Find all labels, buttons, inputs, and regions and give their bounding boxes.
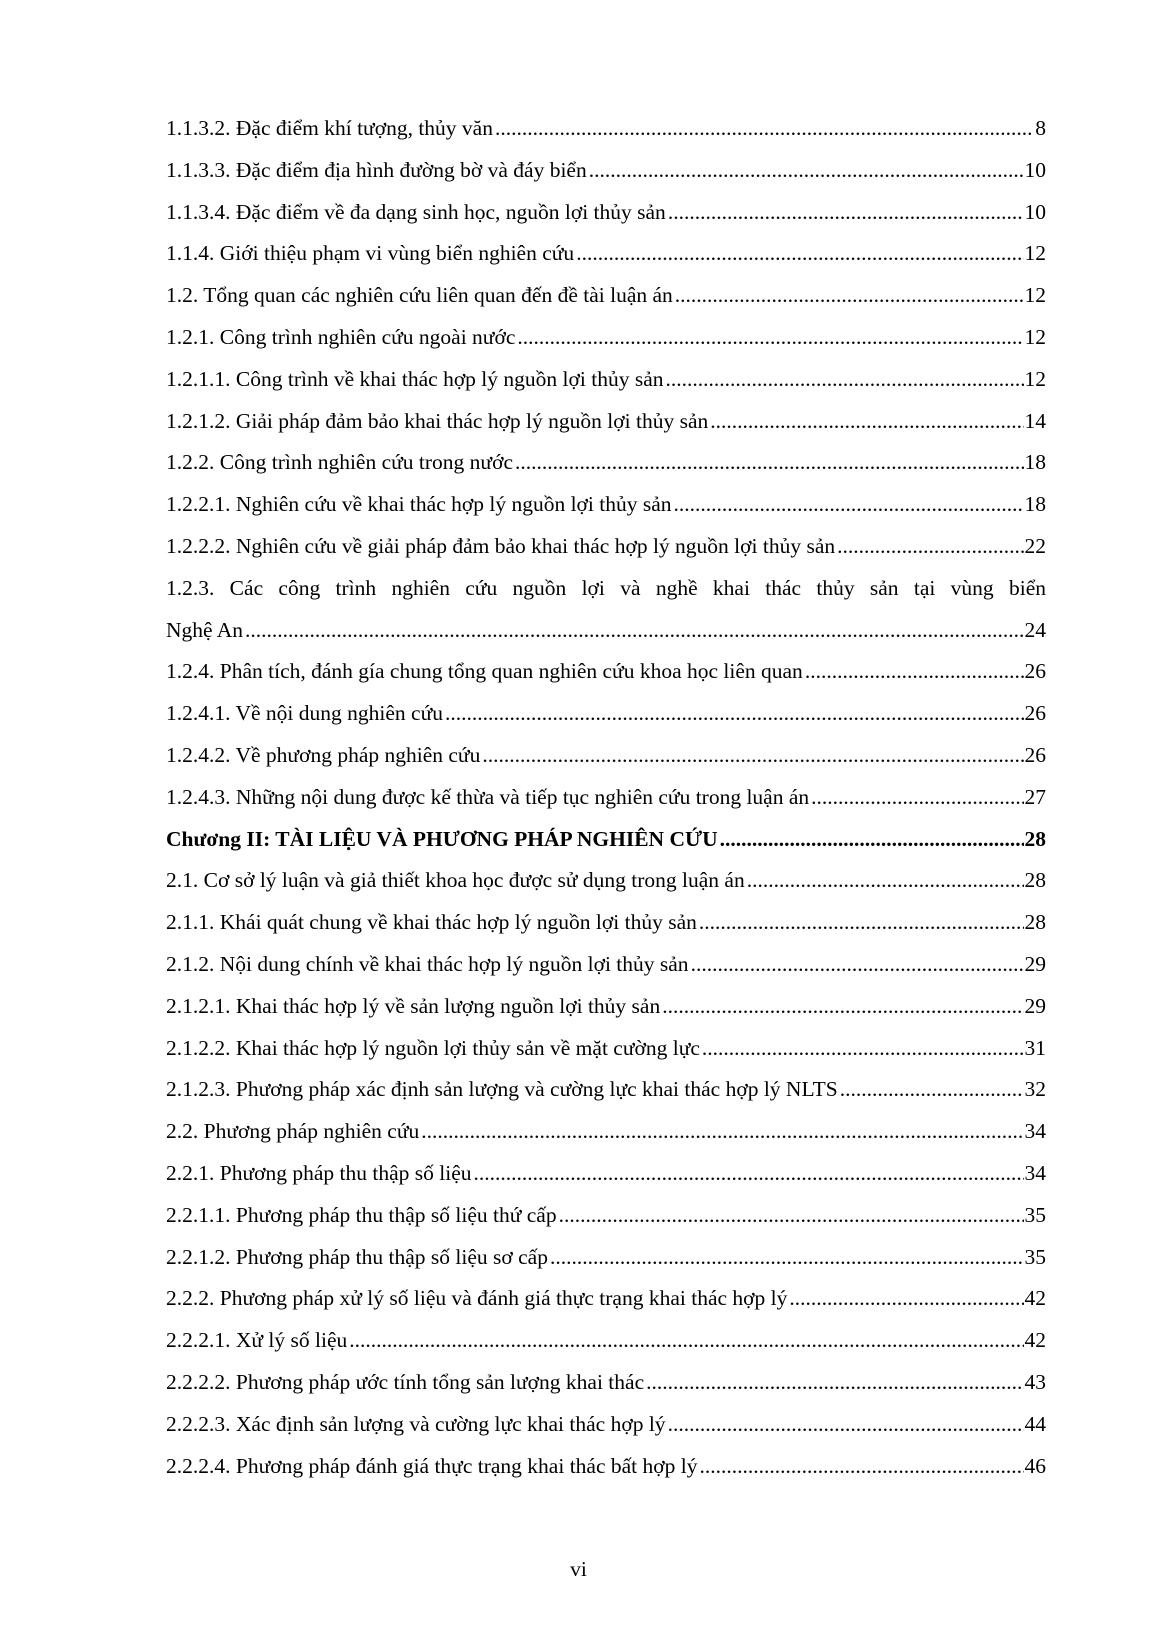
toc-entry-page: 43 [1024, 1369, 1046, 1394]
toc-entry-title: 2.2.2.3. Xác định sản lượng và cường lực khai thác hợp lý [166, 1411, 666, 1436]
toc-entry[interactable] [166, 944, 1046, 986]
toc-entry-title: Chương II: TÀI LIỆU VÀ PHƯƠNG PHÁP NGHIÊN CỨU [166, 826, 718, 851]
toc-entry[interactable] [166, 192, 1046, 234]
toc-entry-page: 18 [1024, 450, 1046, 475]
toc-entry-page: 12 [1024, 324, 1046, 349]
toc-entry-title: 2.2.1.1. Phương pháp thu thập số liệu thứ cấp [166, 1202, 557, 1227]
toc-entry-page: 10 [1024, 199, 1046, 224]
leader-dots [805, 651, 1024, 693]
leader-dots [646, 1362, 1023, 1404]
table-of-contents [166, 108, 1046, 1487]
leader-dots [589, 150, 1024, 192]
leader-dots [662, 986, 1023, 1028]
toc-entry-page: 26 [1024, 701, 1046, 726]
toc-entry[interactable] [166, 108, 1046, 150]
toc-entry-page: 26 [1024, 742, 1046, 767]
toc-entry-line2[interactable] [166, 610, 1046, 652]
toc-entry[interactable] [166, 317, 1046, 359]
toc-entry-title: 1.2.2. Công trình nghiên cứu trong nước [166, 450, 513, 475]
leader-dots [840, 1069, 1024, 1111]
toc-entry-page: 34 [1024, 1160, 1046, 1185]
leader-dots [482, 735, 1023, 777]
toc-entry-page: 42 [1024, 1286, 1046, 1311]
toc-entry-title: 1.2.4.2. Về phương pháp nghiên cứu [166, 742, 481, 767]
toc-entry[interactable] [166, 1111, 1046, 1153]
toc-entry[interactable] [166, 1278, 1046, 1320]
toc-entry[interactable] [166, 1028, 1046, 1070]
toc-entry-title: 2.2.1. Phương pháp thu thập số liệu [166, 1160, 472, 1185]
toc-entry-title: 2.1. Cơ sở lý luận và giả thiết khoa học được sử dụng trong luận án [166, 868, 745, 893]
toc-entry[interactable] [166, 693, 1046, 735]
toc-entry-page: 34 [1024, 1119, 1046, 1144]
leader-dots [747, 860, 1024, 902]
toc-entry[interactable] [166, 150, 1046, 192]
leader-dots [675, 275, 1024, 317]
toc-entry-title: 2.2.2.4. Phương pháp đánh giá thực trạng khai thác bất hợp lý [166, 1453, 698, 1478]
toc-entry-page: 35 [1024, 1244, 1046, 1269]
leader-dots [550, 1237, 1024, 1279]
toc-entry-page: 8 [1035, 116, 1046, 140]
toc-entry-page: 29 [1024, 993, 1046, 1018]
toc-entry[interactable] [166, 902, 1046, 944]
leader-dots [837, 526, 1023, 568]
leader-dots [421, 1111, 1023, 1153]
toc-entry-page: 12 [1024, 366, 1046, 391]
toc-entry-title: 1.2. Tổng quan các nghiên cứu liên quan đến đề tài luận án [166, 283, 673, 308]
toc-entry[interactable] [166, 1237, 1046, 1279]
page-number: vi [570, 1557, 587, 1581]
toc-entry-page: 42 [1024, 1328, 1046, 1353]
toc-entry-title: 1.2.2.1. Nghiên cứu về khai thác hợp lý nguồn lợi thủy sản [166, 492, 672, 517]
toc-entry-title: 1.2.3. Các công trình nghiên cứu nguồn lợi và nghề khai thác thủy sản tại vùng biển [166, 575, 1046, 600]
toc-entry-title: 2.1.2.2. Khai thác hợp lý nguồn lợi thủy sản về mặt cường lực [166, 1035, 700, 1060]
leader-dots [789, 1278, 1023, 1320]
toc-entry-title: 2.2.1.2. Phương pháp thu thập số liệu sơ cấp [166, 1244, 548, 1269]
leader-dots [720, 819, 1024, 861]
toc-entry[interactable] [166, 1320, 1046, 1362]
toc-entry-title: 1.2.4. Phân tích, đánh gía chung tổng quan nghiên cứu khoa học liên quan [166, 659, 803, 684]
toc-entry-title: 1.2.1.2. Giải pháp đảm bảo khai thác hợp lý nguồn lợi thủy sản [166, 408, 709, 433]
toc-entry-title: 1.1.3.3. Đặc điểm địa hình đường bờ và đáy biển [166, 157, 587, 182]
toc-entry[interactable] [166, 401, 1046, 443]
toc-entry[interactable] [166, 986, 1046, 1028]
toc-entry-page: 14 [1024, 408, 1046, 433]
toc-entry[interactable] [166, 777, 1046, 819]
leader-dots [674, 484, 1024, 526]
leader-dots [517, 317, 1023, 359]
toc-entry-title: Nghệ An [166, 617, 244, 642]
leader-dots [700, 1446, 1024, 1488]
toc-entry[interactable] [166, 1195, 1046, 1237]
toc-entry-title: 2.1.2.1. Khai thác hợp lý về sản lượng nguồn lợi thủy sản [166, 993, 661, 1018]
leader-dots [245, 610, 1023, 652]
toc-entry-page: 28 [1024, 868, 1046, 893]
leader-dots [445, 693, 1024, 735]
toc-entry[interactable] [166, 735, 1046, 777]
toc-entry-title: 1.2.4.1. Về nội dung nghiên cứu [166, 701, 443, 726]
leader-dots [515, 442, 1024, 484]
toc-entry-title: 2.2.2. Phương pháp xử lý số liệu và đánh giá thực trạng khai thác hợp lý [166, 1286, 788, 1311]
toc-entry-page: 44 [1024, 1411, 1046, 1436]
leader-dots [665, 359, 1023, 401]
toc-entry-title: 2.1.2. Nội dung chính về khai thác hợp lý nguồn lợi thủy sản [166, 951, 689, 976]
toc-entry-title: 1.2.4.3. Những nội dung được kế thừa và tiếp tục nghiên cứu trong luận án [166, 784, 810, 809]
leader-dots [576, 233, 1023, 275]
toc-entry[interactable] [166, 359, 1046, 401]
leader-dots [559, 1195, 1024, 1237]
toc-entry-page: 12 [1024, 241, 1046, 266]
toc-entry-page: 12 [1024, 283, 1046, 308]
toc-entry[interactable] [166, 484, 1046, 526]
toc-entry[interactable] [166, 275, 1046, 317]
toc-entry-title: 2.1.1. Khái quát chung về khai thác hợp lý nguồn lợi thủy sản [166, 910, 697, 935]
toc-entry-page: 35 [1024, 1202, 1046, 1227]
toc-entry[interactable] [166, 1362, 1046, 1404]
toc-entry[interactable] [166, 526, 1046, 568]
toc-entry-page: 29 [1024, 951, 1046, 976]
leader-dots [811, 777, 1023, 819]
toc-entry-title: 1.1.4. Giới thiệu phạm vi vùng biển nghiên cứu [166, 241, 575, 266]
leader-dots [699, 902, 1024, 944]
toc-entry-page: 32 [1024, 1077, 1046, 1102]
leader-dots [349, 1320, 1023, 1362]
toc-chapter-heading[interactable] [166, 819, 1046, 861]
leader-dots [668, 1404, 1024, 1446]
toc-entry[interactable] [166, 1404, 1046, 1446]
toc-entry-page: 27 [1024, 784, 1046, 809]
toc-entry-title: 2.1.2.3. Phương pháp xác định sản lượng và cường lực khai thác hợp lý NLTS [166, 1077, 838, 1102]
toc-entry-title: 1.2.1. Công trình nghiên cứu ngoài nước [166, 324, 516, 349]
toc-entry[interactable] [166, 233, 1046, 275]
leader-dots [691, 944, 1024, 986]
leader-dots [668, 192, 1024, 234]
toc-entry-title: 1.2.2.2. Nghiên cứu về giải pháp đảm bảo khai thác hợp lý nguồn lợi thủy sản [166, 533, 836, 558]
toc-entry-page: 24 [1024, 617, 1046, 642]
toc-entry-page: 18 [1024, 492, 1046, 517]
toc-entry[interactable] [166, 1069, 1046, 1111]
toc-entry-title: 2.2.2.1. Xử lý số liệu [166, 1328, 348, 1353]
toc-entry-title: 1.1.3.4. Đặc điểm về đa dạng sinh học, nguồn lợi thủy sản [166, 199, 666, 224]
toc-entry-title: 2.2.2.2. Phương pháp ước tính tổng sản lượng khai thác [166, 1369, 645, 1394]
toc-entry[interactable] [166, 1153, 1046, 1195]
toc-entry[interactable] [166, 1446, 1046, 1488]
toc-entry-page: 26 [1024, 659, 1046, 684]
toc-entry[interactable] [166, 860, 1046, 902]
toc-entry-title: 1.1.3.2. Đặc điểm khí tượng, thủy văn [166, 116, 493, 140]
toc-entry-page: 22 [1024, 533, 1046, 558]
toc-entry-page: 28 [1024, 910, 1046, 935]
leader-dots [702, 1028, 1024, 1070]
toc-entry-title: 1.2.1.1. Công trình về khai thác hợp lý nguồn lợi thủy sản [166, 366, 664, 391]
toc-entry-page: 28 [1024, 826, 1046, 851]
toc-entry[interactable] [166, 651, 1046, 693]
leader-dots [474, 1153, 1024, 1195]
toc-entry-title: 2.2. Phương pháp nghiên cứu [166, 1119, 420, 1144]
leader-dots [495, 108, 1034, 150]
toc-entry-page: 46 [1024, 1453, 1046, 1478]
toc-entry-page: 10 [1024, 157, 1046, 182]
leader-dots [710, 401, 1023, 443]
toc-entry-page: 31 [1024, 1035, 1046, 1060]
toc-entry[interactable] [166, 442, 1046, 484]
toc-entry-line1[interactable] [166, 568, 1046, 610]
